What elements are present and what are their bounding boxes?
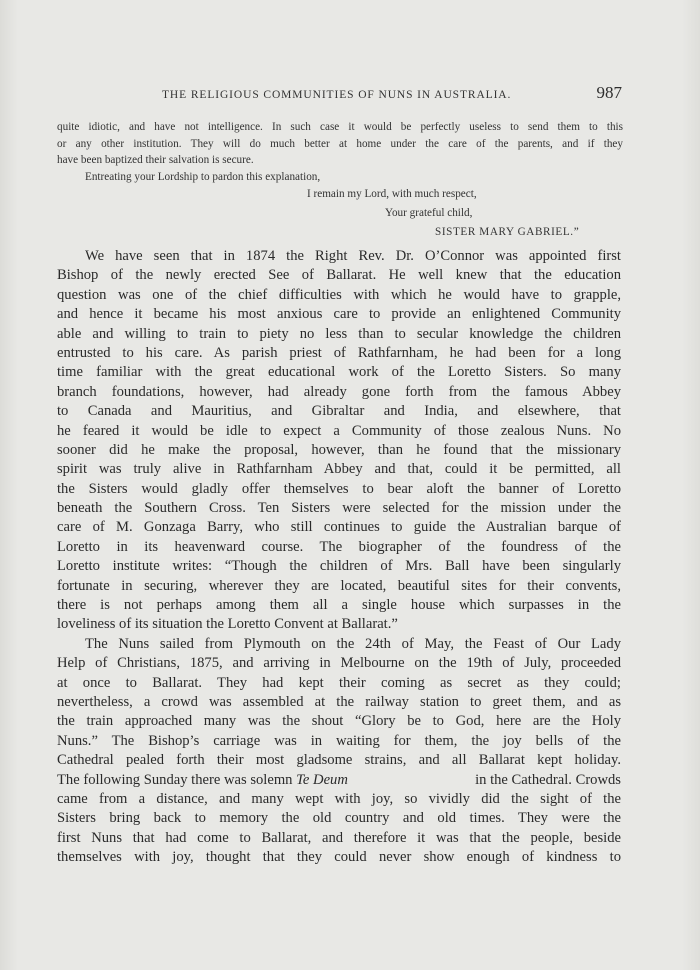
paragraph-line: he feared it would be idle to expect a Community of those zealous Nuns. No (57, 422, 621, 439)
paragraph-line: Sisters bring back to memory the old country and old times. They were the (57, 810, 621, 827)
letter-signoff (57, 185, 623, 242)
page-number: 987 (596, 83, 622, 102)
paragraph-line: able and willing to train to piety no less than to secular knowledge the children (57, 325, 621, 342)
paragraph-line: time familiar with the great educational work of the Loretto Sisters. So many (57, 364, 621, 381)
running-head: THE RELIGIOUS COMMUNITIES OF NUNS IN AUSTRALIA. (162, 89, 512, 101)
paragraph-line: fortunate in securing, wherever they are located, beautiful sites for their convents, (57, 577, 621, 594)
te-deum-phrase: Te Deum (296, 771, 348, 788)
letter-line: have been baptized their salvation is secure. (57, 154, 254, 166)
line-text-b: in the Cathedral. Crowds (475, 771, 621, 788)
paragraph-line: the train approached many was the shout “Glory be to God, here are the Holy (57, 713, 621, 730)
line-text-a: The following Sunday there was solemn (57, 771, 297, 788)
letter-entreating: Entreating your Lordship to pardon this explanation, (85, 170, 321, 183)
paragraph-line: sooner did he make the proposal, however, than he found that the missionary (57, 441, 621, 458)
paragraph-line: Help of Christians, 1875, and arriving in Melbourne on the 19th of July, proceeded (57, 655, 621, 672)
signoff-signature: SISTER MARY GABRIEL.” (435, 226, 580, 238)
paragraph-line: spirit was truly alive in Rathfarnham Abbey and that, could it be permitted, all (57, 461, 621, 478)
paragraph-line: branch foundations, however, had already gone forth from the famous Abbey (57, 383, 621, 400)
paragraph-line: to Canada and Mauritius, and Gibraltar and India, and elsewhere, that (57, 403, 621, 420)
paragraph-line: there is not perhaps among them all a single house which surpasses in the (57, 597, 621, 614)
paragraph-line: The Nuns sailed from Plymouth on the 24th of May, the Feast of Our Lady (85, 635, 621, 652)
paragraph-line: Nuns.” The Bishop’s carriage was in waiting for them, the joy bells of the (57, 732, 621, 749)
signoff-closing: I remain my Lord, with much respect, (307, 188, 477, 200)
paragraph-line: We have seen that in 1874 the Right Rev. Dr. O’Connor was appointed first (85, 248, 621, 264)
paragraph-line: entrusted to his care. As parish priest of Rathfarnham, he had been for a long (57, 344, 621, 361)
letter-line: or any other institution. They will do much better at home under the care of the parents, and if they (57, 137, 623, 150)
paragraph-line-te-deum (57, 771, 621, 790)
paragraph-line: care of M. Gonzaga Barry, who still continues to guide the Australian barque of (57, 519, 621, 536)
paragraph-line: Loretto in its heavenward course. The biographer of the foundress of the (57, 538, 621, 555)
body-text (57, 247, 621, 868)
page-header (162, 83, 622, 107)
paragraph-line: the Sisters would gladly offer themselves to bear aloft the banner of Loretto (57, 480, 621, 497)
letter-quote (57, 119, 623, 242)
paragraph-line: Bishop of the newly erected See of Ballarat. He well knew that the education (57, 267, 621, 284)
signoff-salutation: Your grateful child, (385, 207, 473, 219)
paragraph-line: Loretto institute writes: “Though the children of Mrs. Ball have been singularly (57, 558, 621, 575)
paragraph-line: question was one of the chief difficulties with which he would have to grapple, (57, 286, 621, 303)
paragraph-line: beneath the Southern Cross. Ten Sisters were selected for the mission under the (57, 500, 621, 517)
paragraph-line: at once to Ballarat. They had kept their coming as secret as they could; (57, 674, 621, 691)
paragraph-line: themselves with joy, thought that they could never show enough of kindness to (57, 849, 621, 866)
paragraph-line: loveliness of its situation the Loretto Convent at Ballarat.” (57, 616, 398, 633)
paragraph-line: first Nuns that had come to Ballarat, and therefore it was that the people, beside (57, 829, 621, 846)
paragraph-line: came from a distance, and many wept with joy, so vividly did the sight of the (57, 790, 621, 807)
line-part-before (57, 771, 348, 790)
letter-line: quite idiotic, and have not intelligence. In such case it would be perfectly useless to send them to this (57, 121, 623, 133)
paragraph-line: Cathedral pealed forth their most gladsome strains, and all Ballarat kept holiday. (57, 752, 621, 769)
paragraph-line: nevertheless, a crowd was assembled at the railway station to greet them, and as (57, 693, 621, 710)
paragraph-line: and hence it became his most anxious care to provide an enlightened Community (57, 306, 621, 323)
